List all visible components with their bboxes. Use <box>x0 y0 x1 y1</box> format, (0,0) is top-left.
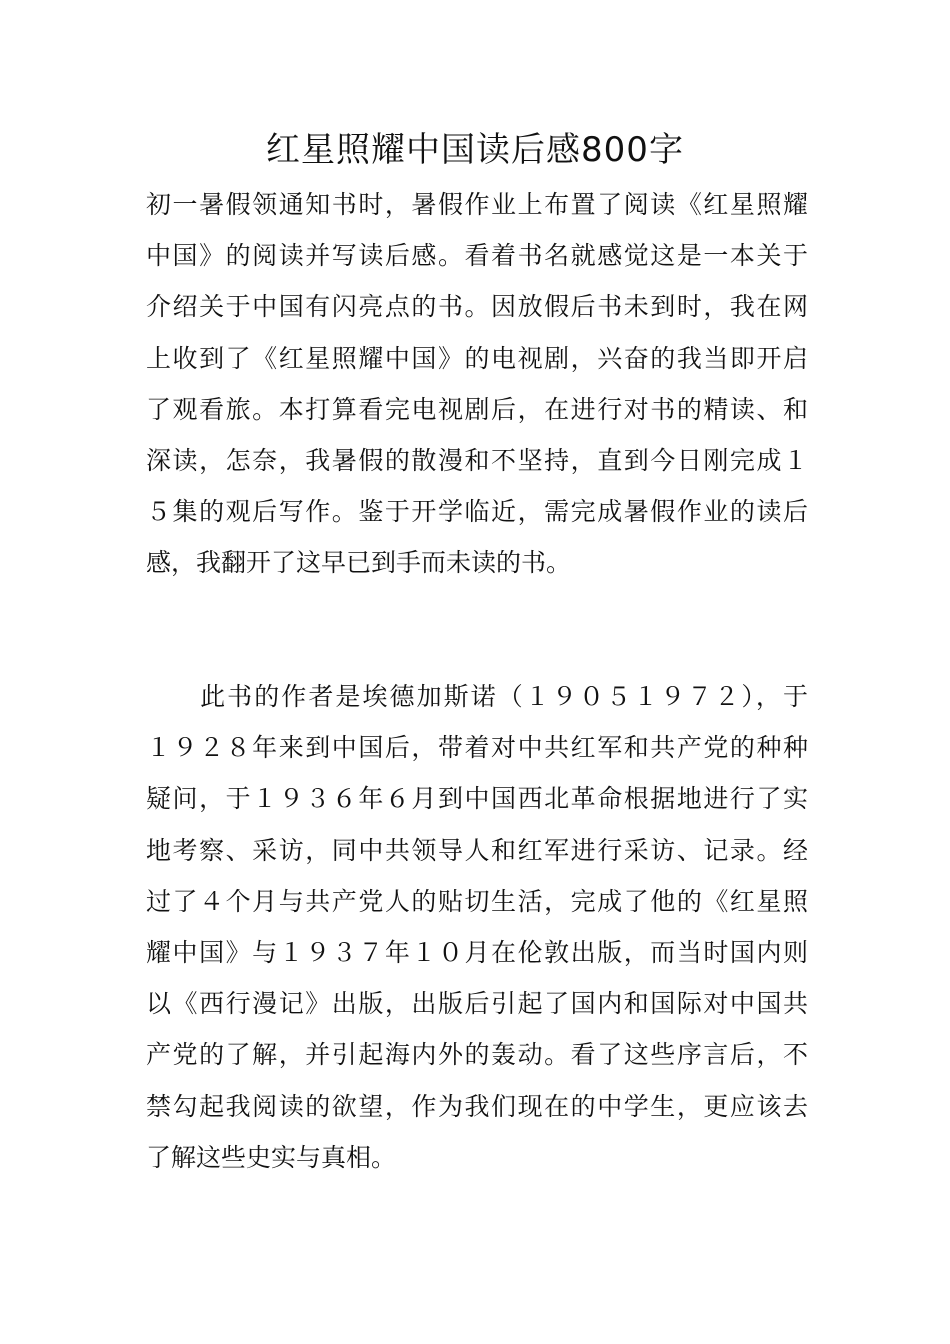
paragraph-line: 了观看旅。本打算看完电视剧后，在进行对书的精读、和 <box>146 394 808 424</box>
paragraph-line: 初一暑假领通知书时，暑假作业上布置了阅读《红星照耀 <box>146 190 808 219</box>
document-title: 红星照耀中国读后感800字 <box>266 130 684 170</box>
paragraph-line: １９２８年来到中国后，带着对中共红军和共产党的种种 <box>146 733 808 763</box>
paragraph-line: 地考察、采访，同中共领导人和红军进行采访、记录。经 <box>146 835 808 865</box>
paragraph-line: 了解这些史实与真相。 <box>146 1142 397 1172</box>
paragraph-line: 感，我翻开了这早已到手而未读的书。 <box>146 548 572 578</box>
paragraph-line: 疑问，于１９３６年６月到中国西北革命根据地进行了实 <box>146 784 808 814</box>
paragraph-line: 此书的作者是埃德加斯诺（１９０５１９７２），于 <box>146 682 808 711</box>
paragraph-2 <box>146 671 808 1183</box>
paragraph-line: 上收到了《红星照耀中国》的电视剧，兴奋的我当即开启 <box>146 343 808 373</box>
paragraph-line: 以《西行漫记》出版，出版后引起了国内和国际对中国共 <box>146 989 808 1019</box>
paragraph-line: ５集的观后写作。鉴于开学临近，需完成暑假作业的读后 <box>146 497 808 527</box>
paragraph-1 <box>146 179 808 589</box>
paragraph-line: 介绍关于中国有闪亮点的书。因放假后书未到时，我在网 <box>146 292 808 322</box>
paragraph-line: 过了４个月与共产党人的贴切生活，完成了他的《红星照 <box>146 886 808 916</box>
paragraph-line: 耀中国》与１９３７年１０月在伦敦出版，而当时国内则 <box>146 938 808 968</box>
paragraph-line: 禁勾起我阅读的欲望，作为我们现在的中学生，更应该去 <box>146 1091 808 1121</box>
paragraph-line: 深读，怎奈，我暑假的散漫和不坚持，直到今日刚完成１ <box>146 446 808 476</box>
paragraph-line: 产党的了解，并引起海内外的轰动。看了这些序言后，不 <box>146 1040 808 1070</box>
paragraph-line: 中国》的阅读并写读后感。看着书名就感觉这是一本关于 <box>146 241 808 271</box>
